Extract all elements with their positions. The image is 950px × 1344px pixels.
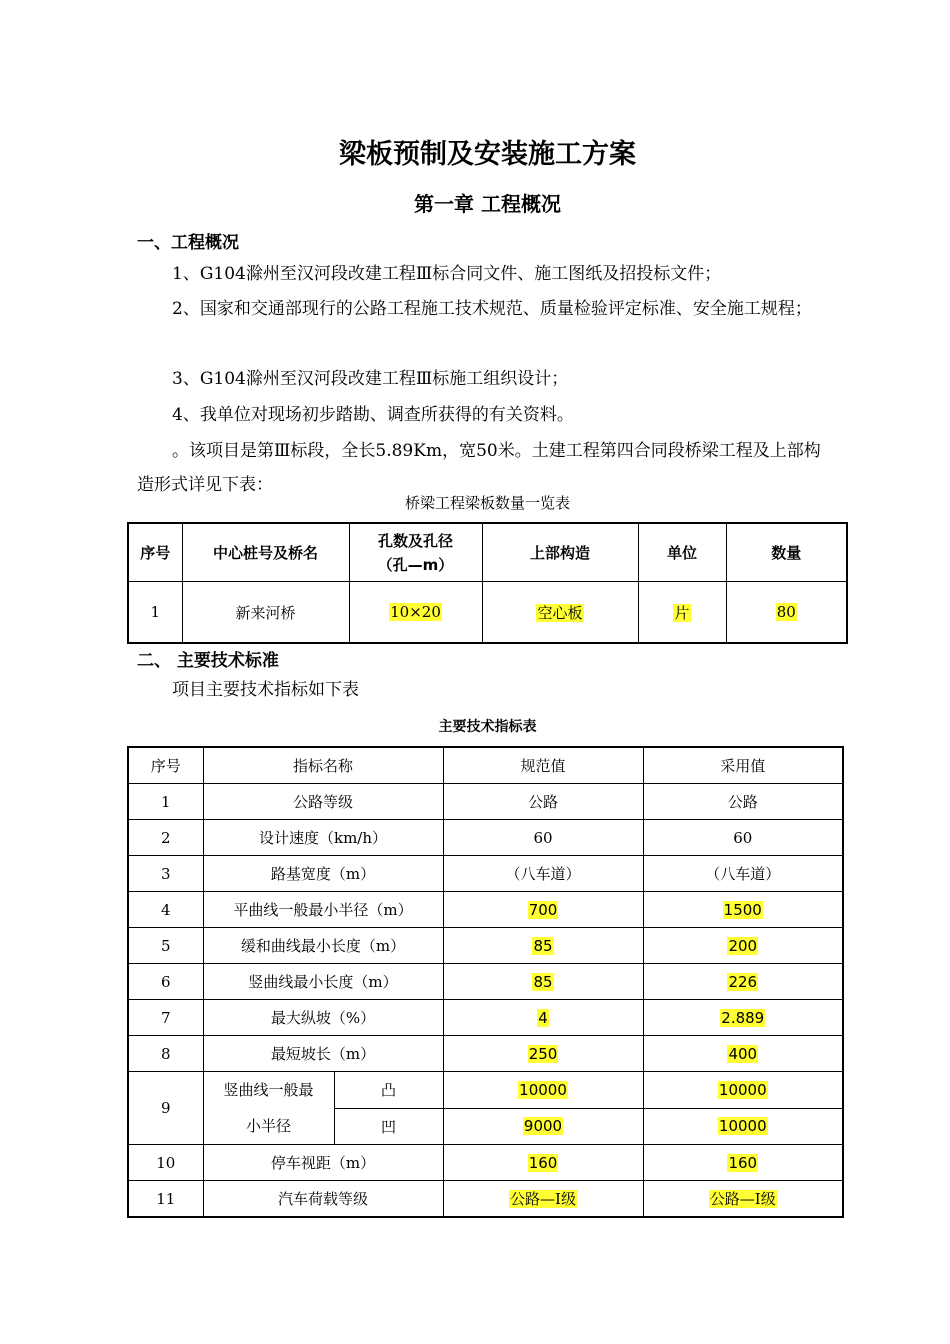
highlighted-value: 公路—Ⅰ级	[709, 1190, 776, 1208]
column-header: 单位	[638, 523, 726, 582]
table-cell: （八车道）	[443, 856, 643, 892]
table-cell: 4	[128, 892, 203, 928]
table-cell	[643, 1000, 843, 1036]
table-cell: （八车道）	[643, 856, 843, 892]
table-cell	[443, 1108, 643, 1145]
column-header: 采用值	[643, 747, 843, 784]
table-row	[128, 1145, 843, 1181]
highlighted-value: 200	[728, 936, 758, 955]
table-cell: 凹	[334, 1108, 443, 1145]
paragraph-item-4: 4、我单位对现场初步踏勘、调查所获得的有关资料。	[172, 405, 574, 425]
highlighted-value: 10000	[718, 1117, 767, 1136]
table-cell	[443, 1000, 643, 1036]
highlighted-value: 4	[538, 1008, 548, 1027]
table-cell	[443, 892, 643, 928]
table-cell: 60	[643, 820, 843, 856]
table-cell	[638, 582, 726, 644]
table-cell: 竖曲线最小长度（m）	[203, 964, 443, 1000]
table-cell: 60	[443, 820, 643, 856]
table-row	[128, 582, 847, 644]
paragraph-standards-intro: 项目主要技术指标如下表	[172, 680, 359, 700]
table-cell	[643, 1181, 843, 1218]
highlighted-value: 85	[533, 972, 553, 991]
highlighted-value: 公路—Ⅰ级	[510, 1190, 576, 1208]
column-header: 序号	[128, 523, 182, 582]
column-header: 指标名称	[203, 747, 443, 784]
table-cell: 公路	[643, 784, 843, 820]
highlighted-value: 80	[776, 603, 796, 621]
cell-line: 小半径	[245, 1117, 291, 1135]
column-header-line: 孔数及孔径	[377, 531, 453, 550]
table-cell	[443, 1145, 643, 1181]
table-cell	[643, 1036, 843, 1072]
table-cell: 10	[128, 1145, 203, 1181]
table-cell: 6	[128, 964, 203, 1000]
highlighted-value: 10000	[718, 1080, 767, 1099]
highlighted-value: 片	[674, 603, 690, 622]
table-cell: 11	[128, 1181, 203, 1218]
highlighted-value: 2.889	[721, 1008, 765, 1027]
section-heading-overview: 一、工程概况	[137, 233, 239, 253]
table-cell	[349, 582, 482, 644]
paragraph-overview: 。该项目是第Ⅲ标段，全长5.89Km，宽50米。土建工程第四合同段桥梁工程及上部构造形式详见下表：	[137, 441, 821, 495]
section-heading-standards: 二、 主要技术标准	[137, 651, 279, 671]
paragraph-item-3: 3、G104滁州至汉河段改建工程Ⅲ标施工组织设计；	[172, 369, 569, 389]
column-header: 序号	[128, 747, 203, 784]
highlighted-value: 9000	[523, 1117, 563, 1136]
table-row	[128, 820, 843, 856]
table-cell	[643, 1108, 843, 1145]
column-header: 规范值	[443, 747, 643, 784]
table-header-row	[128, 747, 843, 784]
table-cell: 1	[128, 784, 203, 820]
table-cell: 1	[128, 582, 182, 644]
table-cell	[643, 892, 843, 928]
table-cell	[443, 1072, 643, 1109]
table-cell: 公路	[443, 784, 643, 820]
table-cell: 最短坡长（m）	[203, 1036, 443, 1072]
table-cell	[643, 1145, 843, 1181]
paragraph-item-2: 2、国家和交通部现行的公路工程施工技术规范、质量检验评定标准、安全施工规程；	[172, 299, 812, 319]
table-cell: 5	[128, 928, 203, 964]
highlighted-value: 85	[533, 936, 553, 955]
table-row	[128, 1000, 843, 1036]
table-row	[128, 928, 843, 964]
table2-caption: 主要技术指标表	[438, 719, 537, 735]
table-header-row	[128, 523, 847, 582]
column-header	[349, 523, 482, 582]
table-cell: 公路等级	[203, 784, 443, 820]
table-cell	[443, 1036, 643, 1072]
column-header-line: （孔—m）	[377, 555, 454, 574]
table-cell: 2	[128, 820, 203, 856]
paragraph-item-1: 1、G104滁州至汉河段改建工程Ⅲ标合同文件、施工图纸及招投标文件；	[172, 264, 722, 284]
table-cell	[443, 1181, 643, 1218]
table-cell: 路基宽度（m）	[203, 856, 443, 892]
highlighted-value: 160	[528, 1153, 558, 1172]
technical-standards-table	[127, 746, 844, 1218]
table-cell	[726, 582, 847, 644]
table-cell: 汽车荷载等级	[203, 1181, 443, 1218]
table-cell	[643, 928, 843, 964]
table-cell	[443, 928, 643, 964]
table-row	[128, 856, 843, 892]
table-cell: 7	[128, 1000, 203, 1036]
table-row	[128, 784, 843, 820]
document-title: 梁板预制及安装施工方案	[339, 139, 636, 170]
table1-caption: 桥梁工程梁板数量一览表	[404, 494, 570, 512]
highlighted-value: 160	[728, 1153, 758, 1172]
highlighted-value: 1500	[723, 900, 762, 919]
table-cell: 设计速度（km/h）	[203, 820, 443, 856]
table-cell: 3	[128, 856, 203, 892]
highlighted-value: 226	[728, 972, 758, 991]
column-header: 中心桩号及桥名	[182, 523, 349, 582]
table-cell	[643, 964, 843, 1000]
table-cell	[443, 964, 643, 1000]
table-cell: 平曲线一般最小半径（m）	[203, 892, 443, 928]
table-row	[128, 964, 843, 1000]
table-cell: 最大纵坡（%）	[203, 1000, 443, 1036]
column-header: 上部构造	[482, 523, 638, 582]
highlighted-value: 400	[728, 1044, 758, 1063]
highlighted-value: 10×20	[390, 603, 441, 621]
highlighted-value: 700	[528, 900, 558, 919]
cell-line: 竖曲线一般最	[223, 1081, 314, 1099]
table-cell: 缓和曲线最小长度（m）	[203, 928, 443, 964]
table-cell: 停车视距（m）	[203, 1145, 443, 1181]
table-cell	[482, 582, 638, 644]
table-cell	[203, 1072, 334, 1145]
highlighted-value: 10000	[519, 1080, 567, 1099]
table-row	[128, 1072, 843, 1109]
table-cell: 凸	[334, 1072, 443, 1109]
table-cell	[643, 1072, 843, 1109]
highlighted-value: 250	[528, 1044, 558, 1063]
table-cell: 新来河桥	[182, 582, 349, 644]
column-header: 数量	[726, 523, 847, 582]
bridge-beam-table	[127, 522, 848, 644]
highlighted-value: 空心板	[537, 603, 583, 622]
chapter-heading: 第一章 工程概况	[414, 192, 561, 216]
table-row	[128, 1181, 843, 1218]
table-row	[128, 892, 843, 928]
table-cell: 9	[128, 1072, 203, 1145]
table-row	[128, 1036, 843, 1072]
table-cell: 8	[128, 1036, 203, 1072]
